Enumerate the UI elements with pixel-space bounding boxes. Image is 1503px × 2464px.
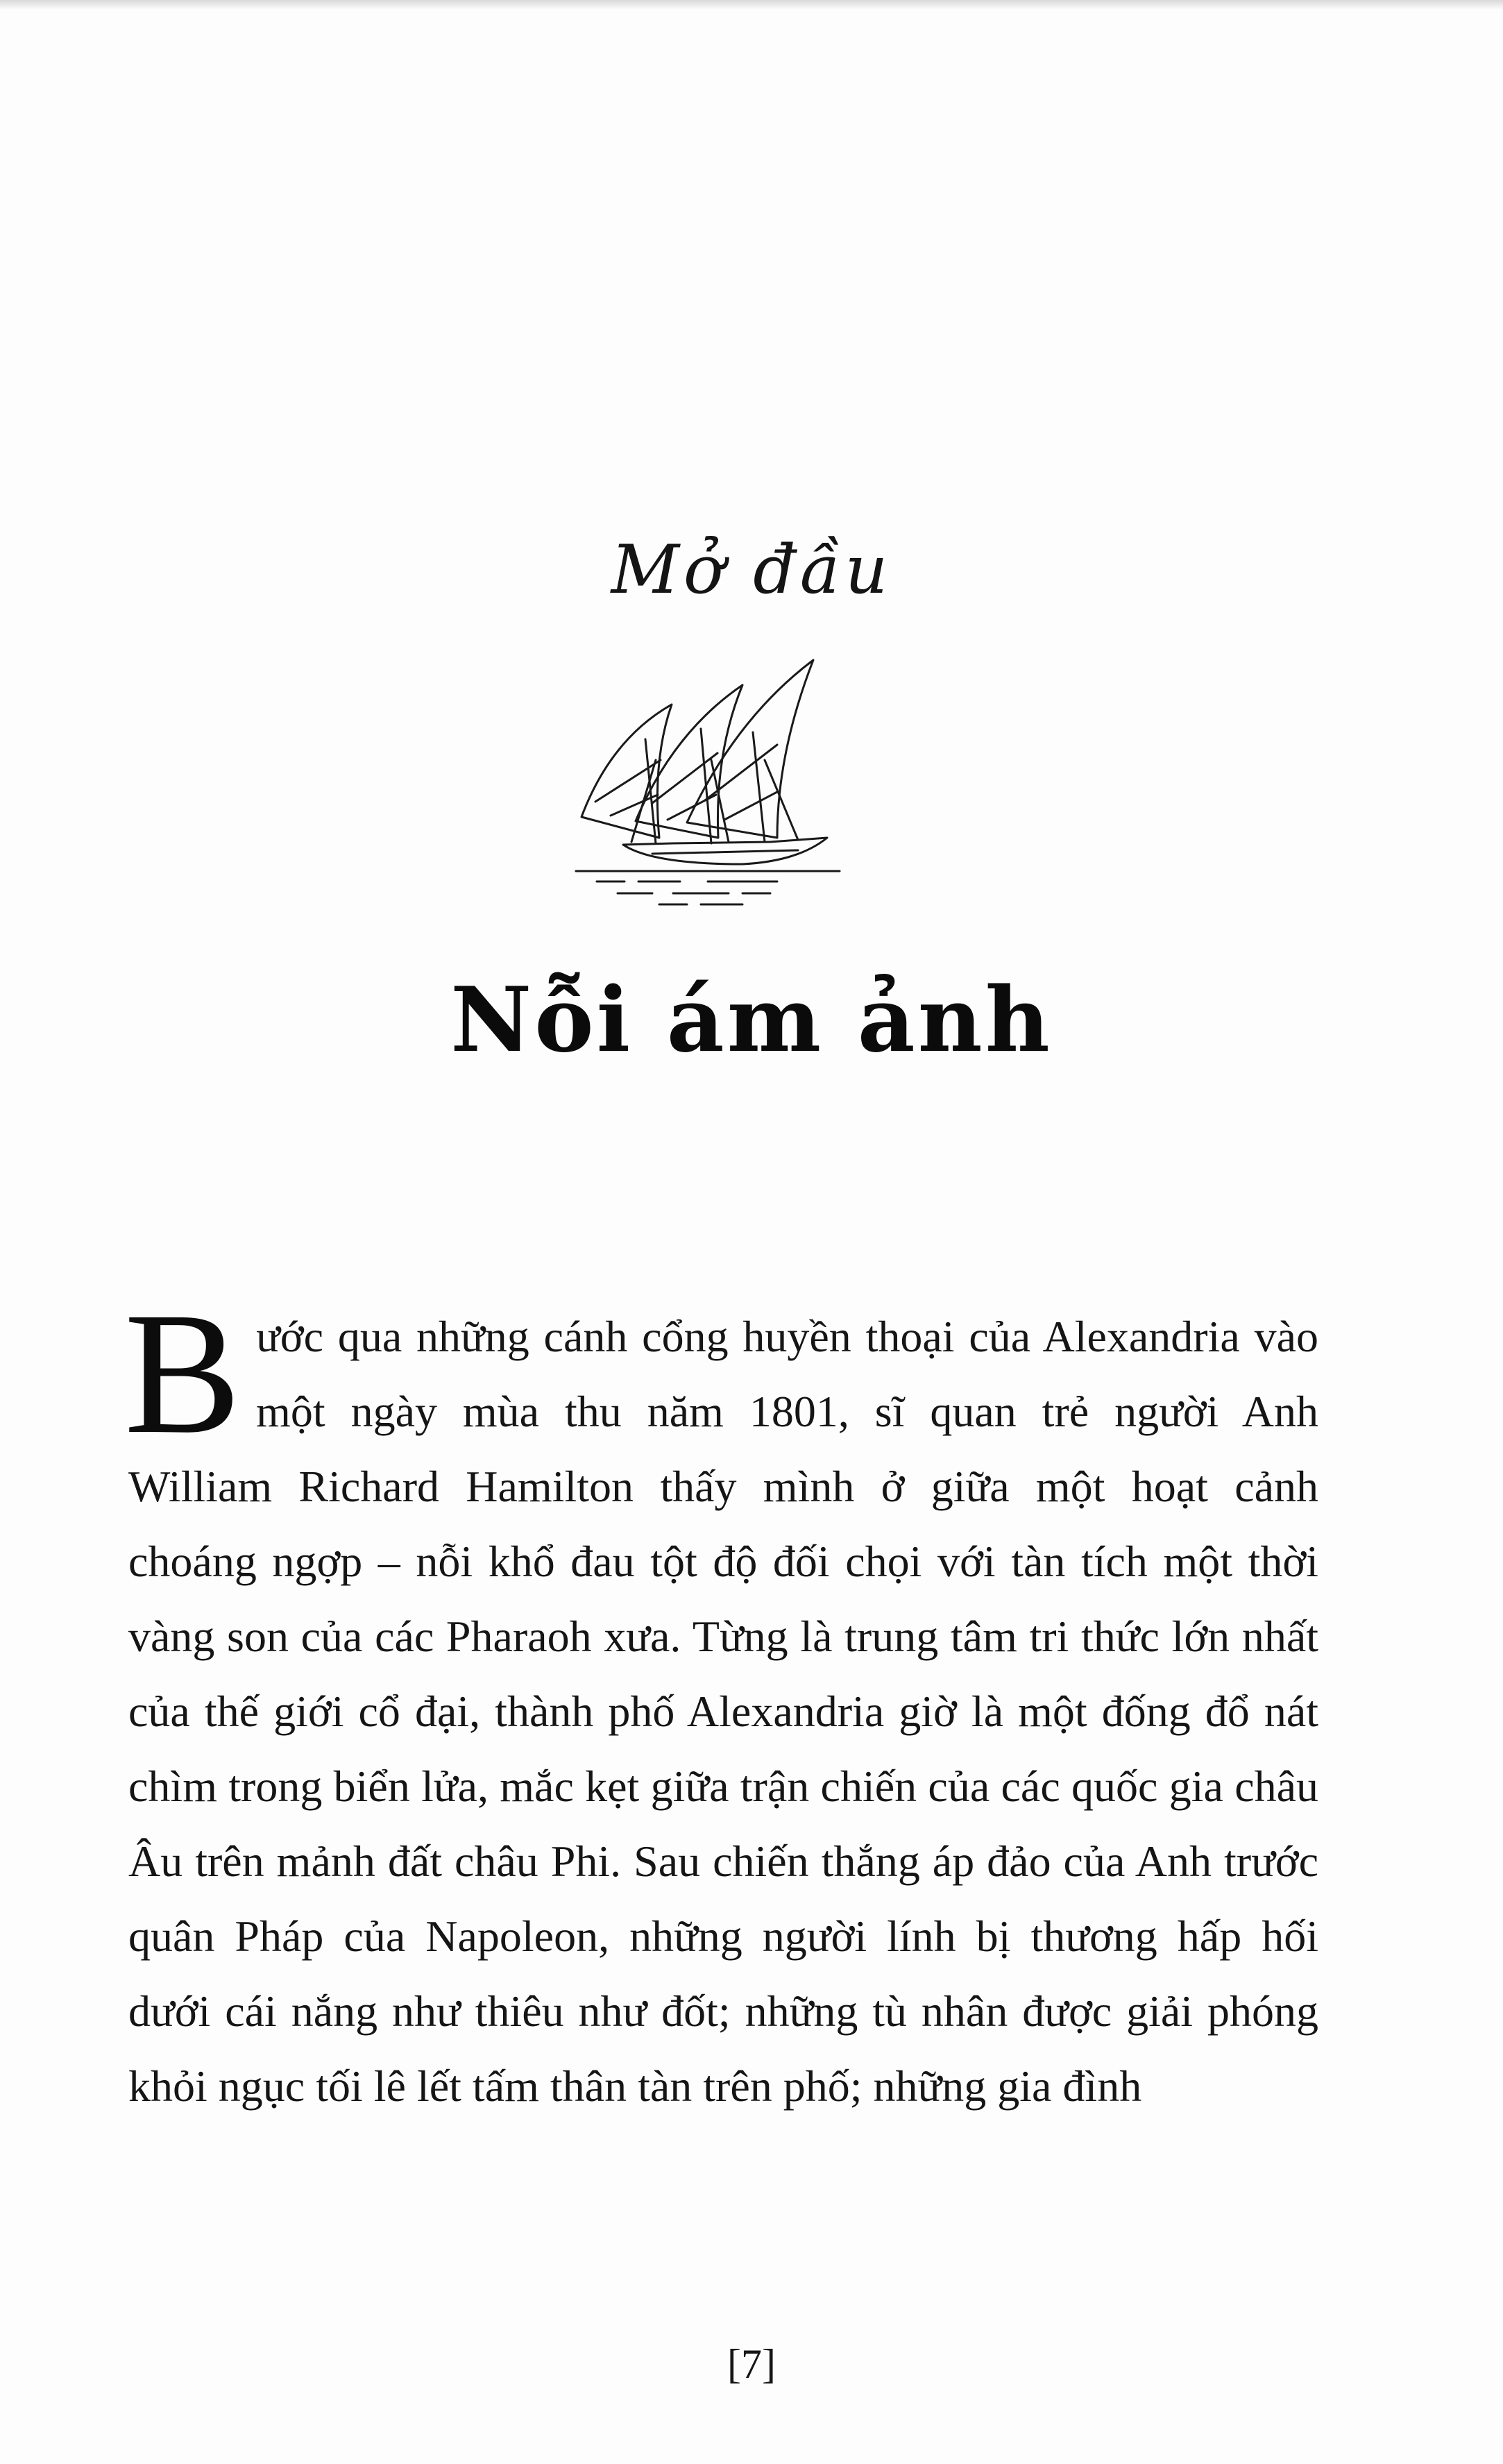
chapter-title: Nỗi ám ảnh [450, 968, 1053, 1072]
drop-cap: B [124, 1276, 241, 1470]
paragraph-text: ước qua những cánh cổng huyền thoại của Alexandria vào một ngày mùa thu năm 1801, sĩ quan trẻ người Anh William Richard Hamilton thấy mình ở giữa một hoạt cảnh choáng ngợp – nỗi khổ đau tột độ đối chọi với tàn tích một thời vàng son của các Pharaoh xưa. Từng là trung tâm tri thức lớn nhất của thế giới cổ đại, thành phố Alexandria giờ là một đống đổ nát chìm trong biển lửa, mắc kẹt giữa trận chiến của các quốc gia châu Âu trên mảnh đất châu Phi. Sau chiến thắng áp đảo của Anh trước quân Pháp của Napoleon, những người lính bị thương hấp hối dưới cái nắng như thiêu như đốt; những tù nhân được giải phóng khỏi ngục tối lê lết tấm thân tàn trên phố; những gia đình [128, 1312, 1318, 2111]
body-paragraph [124, 1276, 1318, 2124]
sailing-ship-icon [569, 656, 847, 920]
page-number: [7] [727, 2341, 776, 2387]
section-label: Mở đầu [611, 531, 892, 609]
page-top-edge [0, 0, 1503, 10]
